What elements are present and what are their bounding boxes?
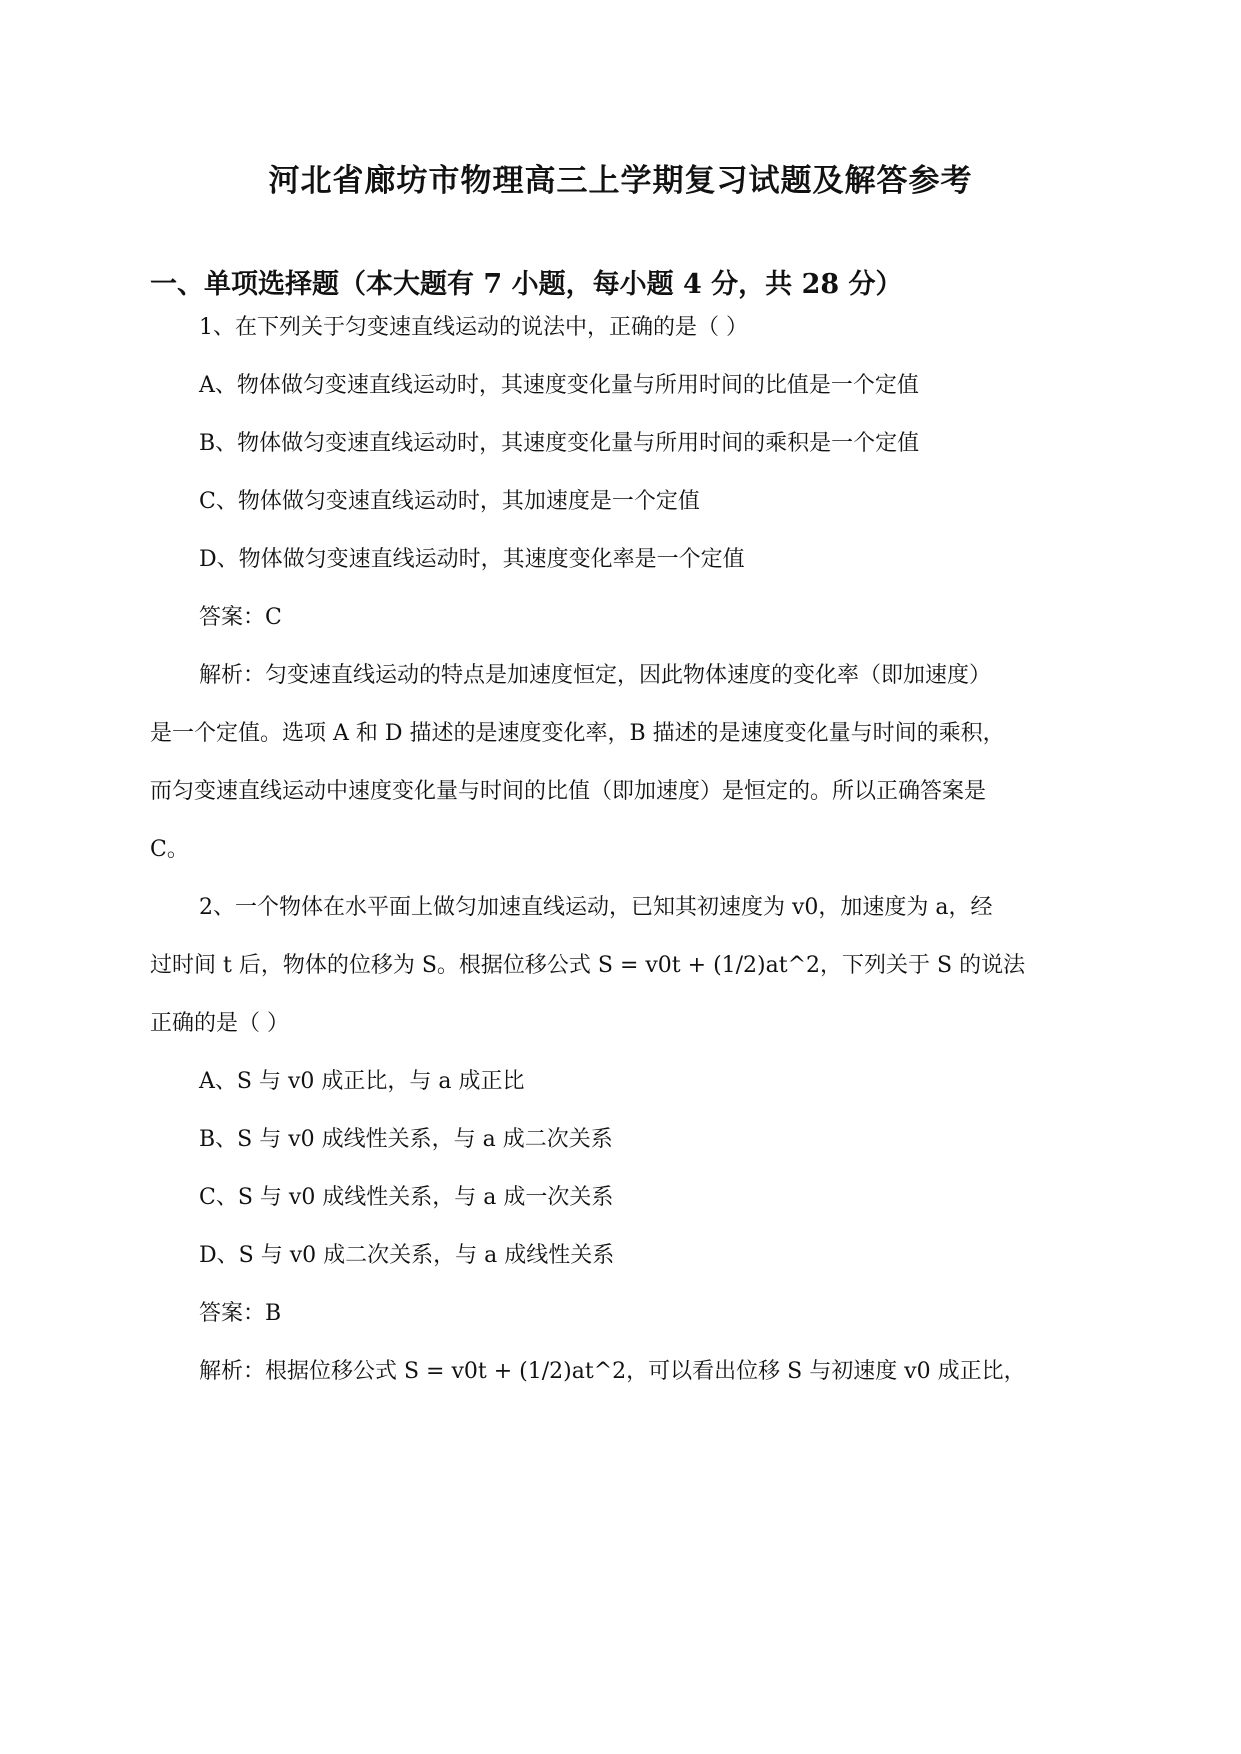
question-1-option-b: B、物体做匀变速直线运动时，其速度变化量与所用时间的乘积是一个定值 [199, 431, 920, 456]
question-2-option-d: D、S 与 v0 成二次关系，与 a 成线性关系 [199, 1243, 615, 1268]
question-2-answer: 答案：B [199, 1301, 282, 1326]
document-title: 河北省廊坊市物理高三上学期复习试题及解答参考 [268, 163, 973, 199]
question-1-analysis-line: 而匀变速直线运动中速度变化量与时间的比值（即加速度）是恒定的。所以正确答案是 [150, 779, 987, 804]
question-2-option-c: C、S 与 v0 成线性关系，与 a 成一次关系 [199, 1185, 614, 1210]
question-1-option-d: D、物体做匀变速直线运动时，其速度变化率是一个定值 [199, 547, 745, 572]
question-2-analysis-line: 解析：根据位移公式 S = v0t + (1/2)at^2，可以看出位移 S 与初速度 v0 成正比， [199, 1359, 1026, 1384]
question-1-analysis-line: 是一个定值。选项 A 和 D 描述的是速度变化率，B 描述的是速度变化量与时间的乘积， [150, 721, 1005, 746]
question-2-option-a: A、S 与 v0 成正比，与 a 成正比 [199, 1069, 525, 1094]
section-heading: 一、单项选择题（本大题有 7 小题，每小题 4 分，共 28 分） [150, 269, 903, 300]
question-2-option-b: B、S 与 v0 成线性关系，与 a 成二次关系 [199, 1127, 613, 1152]
question-1-option-a: A、物体做匀变速直线运动时，其速度变化量与所用时间的比值是一个定值 [199, 373, 919, 398]
question-1-answer: 答案：C [199, 605, 282, 630]
question-2-stem: 过时间 t 后，物体的位移为 S。根据位移公式 S = v0t + (1/2)at^2，下列关于 S 的说法 [150, 953, 1026, 978]
question-1-option-c: C、物体做匀变速直线运动时，其加速度是一个定值 [199, 489, 700, 514]
question-1-analysis-line: 解析：匀变速直线运动的特点是加速度恒定，因此物体速度的变化率（即加速度） [199, 663, 992, 688]
question-1-stem: 1、在下列关于匀变速直线运动的说法中，正确的是（ ） [199, 315, 748, 340]
question-2-stem: 正确的是（ ） [150, 1011, 289, 1036]
question-2-stem: 2、一个物体在水平面上做匀加速直线运动，已知其初速度为 v0，加速度为 a，经 [199, 895, 993, 920]
question-1-analysis-line: C。 [150, 837, 189, 862]
